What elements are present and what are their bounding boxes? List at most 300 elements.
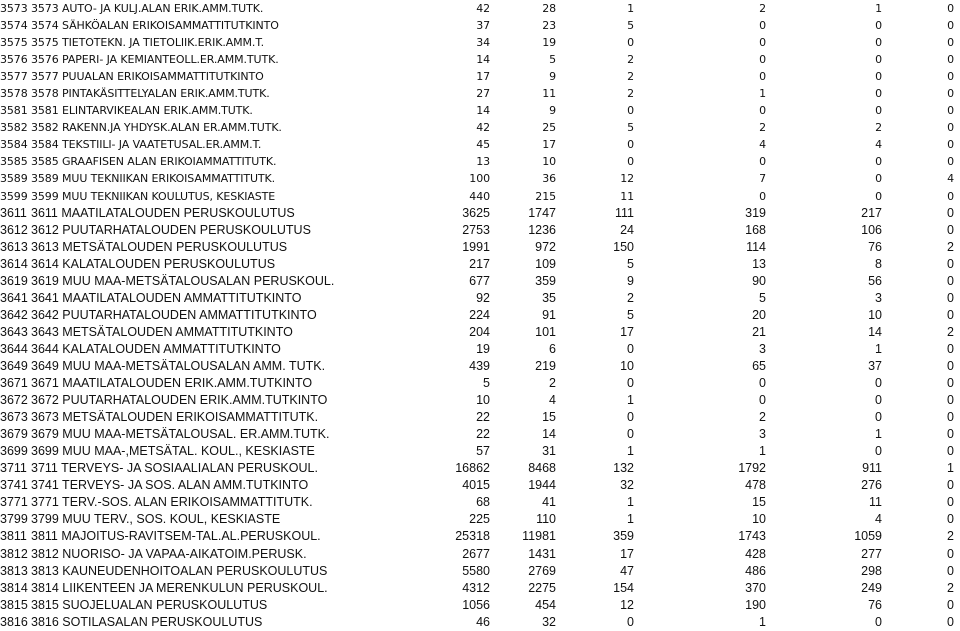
row-code: 3815: [0, 597, 28, 612]
value-cell: 428: [745, 546, 766, 561]
row-label: 3582 RAKENN.JA YHDYSK.ALAN ER.AMM.TUTK.: [31, 121, 282, 135]
table-row: [0, 494, 960, 511]
row-code: 3614: [0, 256, 28, 271]
value-cell: 2: [947, 239, 954, 254]
value-cell: 0: [875, 393, 882, 408]
value-cell: 3: [875, 290, 882, 305]
value-cell: 22: [476, 427, 490, 442]
value-cell: 5580: [462, 563, 490, 578]
value-cell: 0: [759, 155, 766, 169]
row-label: 3642 PUUTARHATALOUDEN AMMATTITUTKINTO: [31, 307, 317, 322]
row-code: 3812: [0, 546, 28, 561]
value-cell: 4015: [462, 478, 490, 493]
table-row: [0, 563, 960, 580]
value-cell: 25318: [455, 529, 490, 544]
value-cell: 41: [542, 495, 556, 510]
value-cell: 114: [746, 239, 766, 254]
row-label: 3812 NUORISO- JA VAPAA-AIKATOIM.PERUSK.: [31, 546, 307, 561]
value-cell: 0: [627, 36, 634, 50]
table-row: [0, 307, 960, 324]
row-label: 3771 TERV.-SOS. ALAN ERIKOISAMMATTITUTK.: [31, 495, 313, 510]
value-cell: 0: [947, 410, 954, 425]
table-row: [0, 426, 960, 443]
value-cell: 298: [861, 563, 882, 578]
value-cell: 17: [620, 546, 634, 561]
row-code: 3814: [0, 580, 28, 595]
value-cell: 42: [476, 2, 490, 15]
value-cell: 27: [476, 87, 490, 101]
value-cell: 90: [752, 273, 766, 288]
value-cell: 0: [947, 512, 954, 527]
row-code: 3577: [0, 70, 28, 84]
row-code: 3585: [0, 155, 28, 169]
value-cell: 23: [542, 19, 556, 33]
value-cell: 12: [620, 172, 634, 186]
value-cell: 1: [759, 87, 766, 101]
value-cell: 0: [947, 2, 954, 15]
value-cell: 454: [535, 597, 556, 612]
value-cell: 2: [759, 410, 766, 425]
value-cell: 0: [759, 376, 766, 391]
value-cell: 0: [947, 70, 954, 84]
table-row: [0, 528, 960, 545]
row-label: 3699 MUU MAA-,METSÄTAL. KOUL., KESKIASTE: [31, 444, 315, 459]
value-cell: 8: [875, 256, 882, 271]
value-cell: 1: [947, 461, 954, 476]
value-cell: 370: [745, 580, 766, 595]
value-cell: 2: [627, 53, 634, 67]
row-label: 3811 MAJOITUS-RAVITSEM-TAL.AL.PERUSKOUL.: [31, 529, 321, 544]
value-cell: 14: [542, 427, 556, 442]
value-cell: 21: [752, 324, 766, 339]
value-cell: 0: [947, 563, 954, 578]
row-label: 3578 PINTAKÄSITTELYALAN ERIK.AMM.TUTK.: [31, 87, 270, 101]
value-cell: 11: [542, 87, 556, 101]
row-code: 3611: [0, 205, 27, 220]
table-row: [0, 239, 960, 256]
row-code: 3771: [0, 495, 28, 510]
value-cell: 5: [627, 256, 634, 271]
value-cell: 14: [476, 53, 490, 67]
value-cell: 22: [476, 410, 490, 425]
value-cell: 359: [535, 273, 556, 288]
value-cell: 14: [476, 104, 490, 118]
value-cell: 154: [613, 580, 634, 595]
value-cell: 319: [745, 205, 766, 220]
value-cell: 5: [627, 307, 634, 322]
value-cell: 12: [620, 597, 634, 612]
value-cell: 0: [947, 614, 954, 629]
value-cell: 1431: [528, 546, 556, 561]
value-cell: 9: [627, 273, 634, 288]
value-cell: 0: [875, 53, 882, 67]
value-cell: 217: [469, 256, 490, 271]
value-cell: 2: [627, 70, 634, 84]
value-cell: 0: [947, 341, 954, 356]
table-row: [0, 477, 960, 494]
value-cell: 0: [947, 256, 954, 271]
table-row: [0, 460, 960, 477]
table-row: [0, 153, 960, 170]
value-cell: 1747: [528, 205, 556, 220]
value-cell: 677: [469, 273, 490, 288]
value-cell: 47: [620, 563, 634, 578]
row-label: 3613 METSÄTALOUDEN PERUSKOULUTUS: [31, 239, 288, 254]
value-cell: 2: [627, 290, 634, 305]
row-code: 3671: [0, 376, 28, 391]
value-cell: 0: [947, 121, 954, 135]
value-cell: 37: [476, 19, 490, 33]
value-cell: 20: [752, 307, 766, 322]
value-cell: 0: [875, 614, 882, 629]
value-cell: 0: [627, 155, 634, 169]
row-code: 3644: [0, 341, 28, 356]
value-cell: 0: [947, 155, 954, 169]
value-cell: 1743: [738, 529, 766, 544]
value-cell: 15: [542, 410, 556, 425]
value-cell: 10: [476, 393, 490, 408]
value-cell: 0: [947, 478, 954, 493]
value-cell: 106: [861, 222, 882, 237]
value-cell: 0: [875, 410, 882, 425]
value-cell: 10: [752, 512, 766, 527]
value-cell: 972: [535, 239, 556, 254]
value-cell: 28: [542, 2, 556, 15]
value-cell: 1991: [462, 239, 490, 254]
value-cell: 25: [542, 121, 556, 135]
value-cell: 0: [947, 290, 954, 305]
value-cell: 0: [947, 189, 954, 203]
value-cell: 10: [868, 307, 882, 322]
value-cell: 14: [868, 324, 882, 339]
value-cell: 1: [875, 2, 882, 15]
value-cell: 219: [535, 358, 556, 373]
value-cell: 4: [947, 172, 954, 186]
value-cell: 5: [627, 19, 634, 33]
value-cell: 4: [549, 393, 556, 408]
value-cell: 91: [542, 307, 556, 322]
value-cell: 111: [614, 205, 634, 220]
table-row: [0, 614, 960, 631]
value-cell: 0: [947, 19, 954, 33]
value-cell: 1944: [528, 478, 556, 493]
value-cell: 8468: [528, 461, 556, 476]
table-row: [0, 34, 960, 51]
value-cell: 101: [535, 324, 556, 339]
value-cell: 0: [627, 410, 634, 425]
row-label: 3643 METSÄTALOUDEN AMMATTITUTKINTO: [31, 324, 293, 339]
row-label: 3816 SOTILASALAN PERUSKOULUTUS: [31, 614, 263, 629]
value-cell: 11: [869, 495, 882, 510]
value-cell: 17: [542, 138, 556, 152]
value-cell: 2769: [528, 563, 556, 578]
value-cell: 249: [861, 580, 882, 595]
row-code: 3613: [0, 239, 28, 254]
row-code: 3584: [0, 138, 28, 152]
value-cell: 4: [875, 512, 882, 527]
table-row: [0, 341, 960, 358]
table-row: [0, 68, 960, 85]
value-cell: 911: [862, 461, 882, 476]
row-code: 3643: [0, 324, 28, 339]
value-cell: 1: [875, 341, 882, 356]
value-cell: 3: [759, 341, 766, 356]
row-label: 3619 MUU MAA-METSÄTALOUSALAN PERUSKOUL.: [31, 273, 335, 288]
value-cell: 0: [875, 19, 882, 33]
table-row: [0, 256, 960, 273]
value-cell: 13: [752, 256, 766, 271]
row-label: 3573 AUTO- JA KULJ.ALAN ERIK.AMM.TUTK.: [31, 2, 264, 15]
value-cell: 0: [627, 104, 634, 118]
table-row: [0, 17, 960, 34]
value-cell: 277: [861, 546, 882, 561]
value-cell: 132: [613, 461, 634, 476]
value-cell: 1: [875, 427, 882, 442]
table-row: [0, 580, 960, 597]
value-cell: 31: [542, 444, 556, 459]
table-row: [0, 358, 960, 375]
value-cell: 32: [620, 478, 634, 493]
row-code: 3575: [0, 36, 28, 50]
row-label: 3813 KAUNEUDENHOITOALAN PERUSKOULUTUS: [31, 563, 328, 578]
value-cell: 9: [549, 70, 556, 84]
row-label: 3577 PUUALAN ERIKOISAMMATTITUTKINTO: [31, 70, 264, 84]
value-cell: 1: [759, 614, 766, 629]
table-row: [0, 136, 960, 153]
row-label: 3649 MUU MAA-METSÄTALOUSALAN AMM. TUTK.: [31, 358, 326, 373]
value-cell: 2275: [528, 580, 556, 595]
table-row: [0, 597, 960, 614]
row-code: 3649: [0, 358, 28, 373]
row-label: 3679 MUU MAA-METSÄTALOUSAL. ER.AMM.TUTK.: [31, 427, 330, 442]
row-code: 3642: [0, 307, 28, 322]
value-cell: 3625: [462, 205, 490, 220]
table-row: [0, 290, 960, 307]
row-code: 3811: [0, 529, 27, 544]
value-cell: 0: [875, 36, 882, 50]
value-cell: 2: [759, 2, 766, 15]
value-cell: 276: [861, 478, 882, 493]
value-cell: 0: [947, 444, 954, 459]
row-label: 3711 TERVEYS- JA SOSIAALIALAN PERUSKOUL.: [31, 461, 318, 476]
value-cell: 92: [476, 290, 490, 305]
value-cell: 0: [947, 597, 954, 612]
row-label: 3671 MAATILATALOUDEN ERIK.AMM.TUTKINTO: [31, 376, 313, 391]
row-label: 3574 SÄHKÖALAN ERIKOISAMMATTITUTKINTO: [31, 19, 279, 33]
value-cell: 32: [542, 614, 556, 629]
value-cell: 0: [759, 70, 766, 84]
value-cell: 0: [875, 155, 882, 169]
row-code: 3813: [0, 563, 28, 578]
value-cell: 100: [469, 172, 490, 186]
value-cell: 6: [549, 341, 556, 356]
table-row: [0, 375, 960, 392]
row-code: 3582: [0, 121, 28, 135]
value-cell: 76: [868, 597, 882, 612]
table-row: [0, 0, 960, 17]
value-cell: 478: [745, 478, 766, 493]
value-cell: 4312: [462, 580, 490, 595]
row-label: 3741 TERVEYS- JA SOS. ALAN AMM.TUTKINTO: [31, 478, 309, 493]
value-cell: 45: [476, 138, 490, 152]
value-cell: 37: [868, 358, 882, 373]
row-code: 3574: [0, 19, 28, 33]
value-cell: 0: [759, 189, 766, 203]
value-cell: 110: [536, 512, 556, 527]
table-row: [0, 511, 960, 528]
value-cell: 440: [469, 189, 490, 203]
row-code: 3741: [0, 478, 28, 493]
row-label: 3581 ELINTARVIKEALAN ERIK.AMM.TUTK.: [31, 104, 253, 118]
value-cell: 2: [947, 529, 954, 544]
row-label: 3611 MAATILATALOUDEN PERUSKOULUTUS: [31, 205, 295, 220]
value-cell: 19: [542, 36, 556, 50]
value-cell: 36: [542, 172, 556, 186]
value-cell: 109: [535, 256, 556, 271]
value-cell: 150: [613, 239, 634, 254]
row-code: 3799: [0, 512, 28, 527]
row-label: 3612 PUUTARHATALOUDEN PERUSKOULUTUS: [31, 222, 311, 237]
value-cell: 0: [947, 53, 954, 67]
value-cell: 0: [947, 495, 954, 510]
table-row: [0, 119, 960, 136]
value-cell: 0: [627, 427, 634, 442]
row-label: 3576 PAPERI- JA KEMIANTEOLL.ER.AMM.TUTK.: [31, 53, 279, 67]
row-code: 3816: [0, 614, 28, 629]
value-cell: 0: [627, 341, 634, 356]
value-cell: 486: [745, 563, 766, 578]
value-cell: 1059: [854, 529, 882, 544]
value-cell: 1056: [462, 597, 490, 612]
row-code: 3673: [0, 410, 28, 425]
row-label: 3575 TIETOTEKN. JA TIETOLIIK.ERIK.AMM.T.: [31, 36, 265, 50]
row-label: 3584 TEKSTIILI- JA VAATETUSAL.ER.AMM.T.: [31, 138, 262, 152]
row-label: 3644 KALATALOUDEN AMMATTITUTKINTO: [31, 341, 281, 356]
value-cell: 0: [875, 104, 882, 118]
row-code: 3589: [0, 172, 28, 186]
value-cell: 2: [947, 324, 954, 339]
table-row: [0, 222, 960, 239]
row-code: 3612: [0, 222, 28, 237]
value-cell: 2: [549, 376, 556, 391]
value-cell: 225: [469, 512, 490, 527]
table-row: [0, 443, 960, 460]
value-cell: 0: [875, 376, 882, 391]
row-label: 3672 PUUTARHATALOUDEN ERIK.AMM.TUTKINTO: [31, 393, 328, 408]
value-cell: 2677: [462, 546, 490, 561]
value-cell: 1: [627, 495, 634, 510]
table-row: [0, 102, 960, 119]
table-row: [0, 85, 960, 102]
row-label: 3673 METSÄTALOUDEN ERIKOISAMMATTITUTK.: [31, 410, 319, 425]
value-cell: 56: [868, 273, 882, 288]
table-row: [0, 324, 960, 341]
row-code: 3599: [0, 189, 28, 203]
value-cell: 1: [627, 2, 634, 15]
value-cell: 57: [476, 444, 490, 459]
value-cell: 0: [875, 189, 882, 203]
value-cell: 0: [947, 427, 954, 442]
row-code: 3711: [0, 461, 27, 476]
value-cell: 0: [759, 104, 766, 118]
row-label: 3815 SUOJELUALAN PERUSKOULUTUS: [31, 597, 268, 612]
value-cell: 4: [759, 138, 766, 152]
row-code: 3699: [0, 444, 28, 459]
value-cell: 46: [476, 614, 490, 629]
value-cell: 2: [627, 87, 634, 101]
value-cell: 0: [947, 393, 954, 408]
value-cell: 17: [620, 324, 634, 339]
value-cell: 0: [875, 444, 882, 459]
value-cell: 215: [535, 189, 556, 203]
value-cell: 0: [947, 273, 954, 288]
value-cell: 5: [627, 121, 634, 135]
value-cell: 5: [549, 53, 556, 67]
row-label: 3589 MUU TEKNIIKAN ERIKOISAMMATTITUTK.: [31, 172, 276, 186]
value-cell: 0: [627, 376, 634, 391]
value-cell: 0: [627, 614, 634, 629]
row-code: 3578: [0, 87, 28, 101]
value-cell: 2: [759, 121, 766, 135]
value-cell: 2753: [462, 222, 490, 237]
value-cell: 0: [759, 53, 766, 67]
value-cell: 0: [759, 19, 766, 33]
value-cell: 9: [549, 104, 556, 118]
row-label: 3814 LIIKENTEEN JA MERENKULUN PERUSKOUL.: [31, 580, 328, 595]
row-label: 3799 MUU TERV., SOS. KOUL, KESKIASTE: [31, 512, 281, 527]
value-cell: 2: [947, 580, 954, 595]
value-cell: 4: [875, 138, 882, 152]
value-cell: 0: [947, 104, 954, 118]
row-code: 3679: [0, 427, 28, 442]
value-cell: 0: [947, 307, 954, 322]
value-cell: 7: [759, 172, 766, 186]
value-cell: 0: [947, 36, 954, 50]
value-cell: 1: [759, 444, 766, 459]
value-cell: 359: [613, 529, 634, 544]
value-cell: 5: [483, 376, 490, 391]
value-cell: 168: [745, 222, 766, 237]
value-cell: 1236: [528, 222, 556, 237]
value-cell: 0: [875, 87, 882, 101]
value-cell: 1: [627, 393, 634, 408]
value-cell: 68: [476, 495, 490, 510]
value-cell: 11: [620, 189, 634, 203]
value-cell: 34: [476, 36, 490, 50]
value-cell: 0: [947, 205, 954, 220]
value-cell: 0: [759, 393, 766, 408]
value-cell: 0: [947, 138, 954, 152]
value-cell: 1792: [738, 461, 766, 476]
row-label: 3585 GRAAFISEN ALAN ERIKOIAMMATTITUTK.: [31, 155, 277, 169]
value-cell: 76: [868, 239, 882, 254]
row-code: 3619: [0, 273, 28, 288]
row-code: 3672: [0, 393, 28, 408]
value-cell: 0: [947, 358, 954, 373]
value-cell: 190: [745, 597, 766, 612]
value-cell: 0: [875, 172, 882, 186]
value-cell: 19: [476, 341, 490, 356]
value-cell: 2: [875, 121, 882, 135]
value-cell: 0: [759, 36, 766, 50]
table-row: [0, 273, 960, 290]
value-cell: 17: [476, 70, 490, 84]
table-row: [0, 188, 960, 205]
value-cell: 13: [476, 155, 490, 169]
value-cell: 0: [875, 70, 882, 84]
table-row: [0, 409, 960, 426]
value-cell: 0: [627, 138, 634, 152]
